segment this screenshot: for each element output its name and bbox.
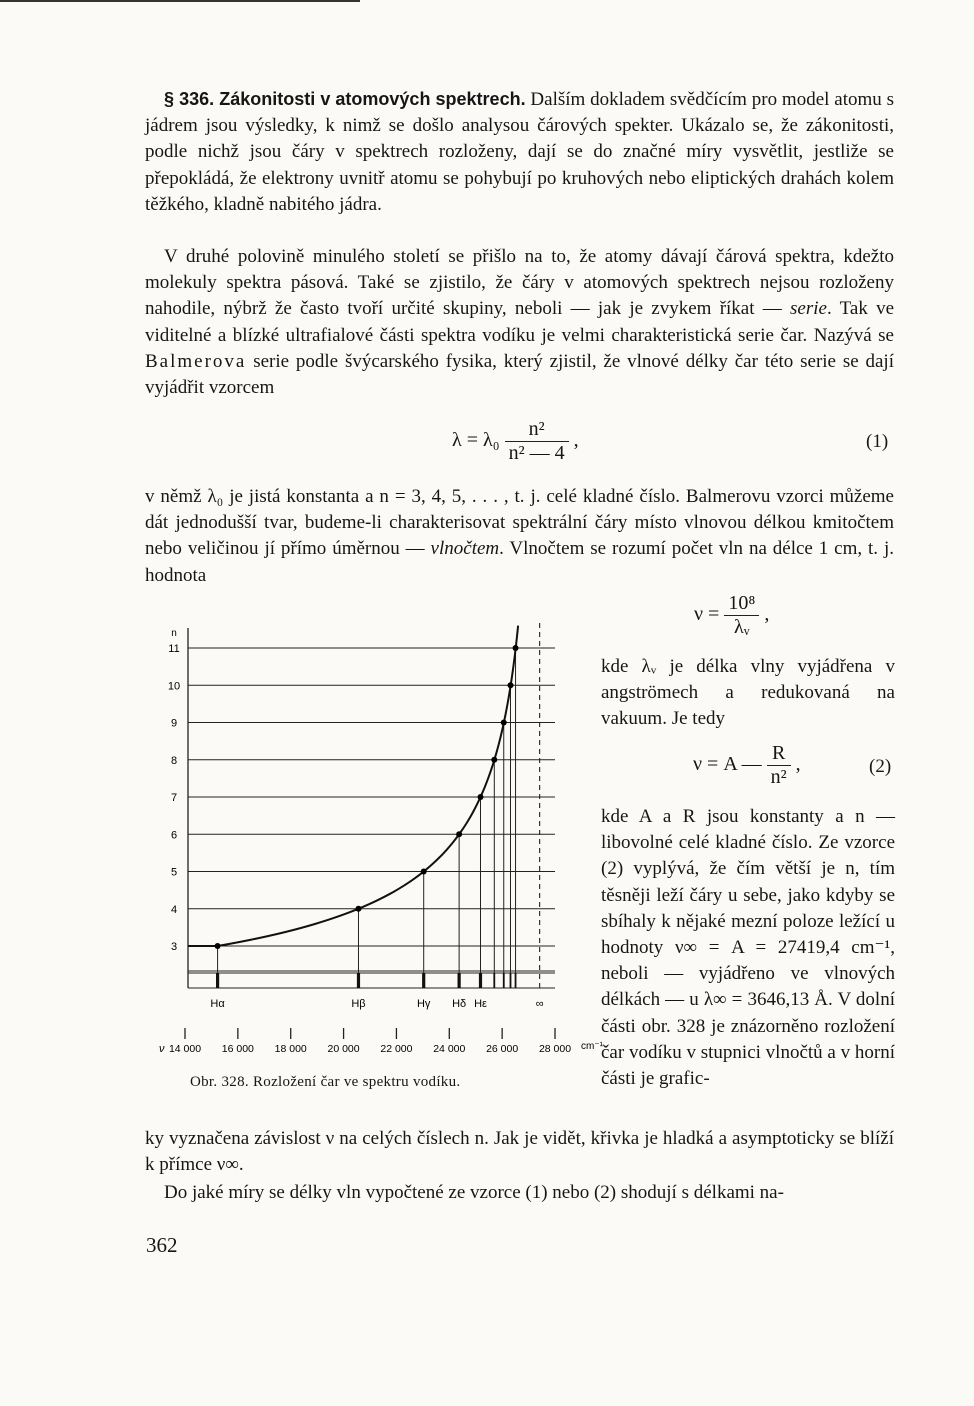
paragraph-2-text-b: . Tak ve viditelné a blízké ultrafialové části spektra vodíku je velmi charakteristická serie čar. Nazývá se — [145, 298, 894, 346]
paragraph-wrap: ky vyznačena závislost ν na celých číslech n. Jak je vidět, křivka je hladká a asymptoticky se blíží k přímce ν∞. — [145, 1128, 894, 1176]
data-point-n-5 — [421, 869, 427, 875]
data-point-n-11 — [513, 645, 519, 651]
paragraph-1-text: Dalším dokladem svědčícím pro model atomu s jádrem jsou výsledky, k nimž se došlo analysou čárových spekter. Ukázalo se, že zákonitosti, podle nichž jsou čáry v spektrech rozloženy, dají se do značné míry vysvětlit, jestliže se přepokládá, že elektrony uvnitř atomu se pohybují po kruhových nebo eliptických drahách kolem těžkého, kladně nabitého jádra. — [145, 89, 894, 215]
eq2-numerator: R — [772, 742, 786, 764]
tick-label-n-8: 8 — [170, 754, 178, 767]
x-axis-unit: cm⁻¹ — [581, 1041, 603, 1052]
x-tick-label-3: 20 000 — [327, 1043, 360, 1055]
tick-label-n-9: 9 — [170, 717, 178, 730]
eq1-lhs: λ = λ₀ — [452, 429, 500, 452]
tick-label-n-7: 7 — [170, 792, 178, 804]
line-label-1: Hβ — [351, 998, 366, 1010]
eq1-tail: , — [573, 429, 579, 452]
eq2-denominator: n² — [767, 765, 791, 789]
paragraph-3-text-a: v němž λ₀ je jistá konstanta a n = 3, 4, 5, . . . , t. j. celé kladné číslo. Balmerovu vzorci můžeme dát jednodušší tvar, budeme-li charakterisovat spektrální čáry místo vlnovou délkou kmitočtem nebo veličinou jí přímo úměrnou — — [145, 486, 894, 560]
tick-label-n-6: 6 — [170, 829, 178, 842]
eq-nu-denominator: λᵥ — [724, 615, 759, 639]
column-text-1: kde λᵥ je délka vlny vyjádřena v angströmech a redukovaná na vakuum. Je tedy — [601, 656, 895, 730]
eq-nu-tail: , — [764, 603, 770, 626]
paragraph-2-text-c: serie podle švýcarského fysika, který zjistil, že vlnové délky čar této serie se dají vyjádřit vzorcem — [145, 350, 894, 399]
equation-2 — [693, 742, 801, 789]
data-point-n-4 — [355, 906, 361, 912]
x-tick-label-7: 28 000 — [538, 1043, 572, 1055]
tick-label-n-5: 5 — [170, 866, 178, 879]
paragraph-3 — [145, 484, 894, 589]
eq-nu-lhs: ν = — [694, 603, 720, 626]
paragraph-last: Do jaké míry se délky vln vypočtené ze vzorce (1) nebo (2) shodují s délkami na- — [164, 1182, 784, 1203]
tick-label-n-3: 3 — [170, 941, 178, 953]
page-number: 362 — [146, 1233, 178, 1257]
x-tick-label-2: 18 000 — [274, 1043, 307, 1055]
line-label-0: Hα — [210, 998, 225, 1010]
equation-nu — [694, 592, 769, 639]
tick-label-n-11: 11 — [168, 643, 180, 655]
paragraph-1 — [145, 86, 894, 218]
paragraph-2 — [145, 244, 894, 401]
data-point-n-7 — [477, 794, 483, 800]
x-axis-prefix: ν — [159, 1043, 165, 1055]
eq-nu-numerator: 10⁸ — [728, 592, 756, 614]
tick-label-n-10: 10 — [167, 680, 181, 693]
eq2-tail: , — [795, 753, 801, 776]
x-tick-label-0: 14 000 — [168, 1043, 202, 1055]
y-axis-label: n — [171, 628, 177, 639]
section-heading: § 336. Zákonitosti v atomových spektrech. — [164, 89, 526, 109]
paragraph-3-text-b: . Vlnočtem se rozumí počet vln na délce 1 cm, t. j. hodnota — [145, 538, 894, 586]
figure-caption: Obr. 328. Rozložení čar ve spektru vodíku. — [190, 1074, 461, 1090]
equation-1-number: (1) — [866, 431, 889, 452]
eq-nu-fraction — [724, 592, 759, 639]
line-label-2: Hγ — [416, 998, 431, 1010]
line-label-4: Hε — [474, 998, 487, 1010]
eq1-denominator: n² — 4 — [505, 441, 569, 465]
data-point-n-9 — [501, 720, 507, 726]
term-serie: serie — [790, 298, 827, 320]
x-tick-label-1: 16 000 — [221, 1043, 254, 1055]
name-balmer: Balmerova — [145, 350, 247, 372]
data-point-n-6 — [456, 831, 462, 837]
data-point-n-8 — [491, 757, 497, 763]
x-tick-label-4: 22 000 — [380, 1043, 413, 1055]
paragraph-2-text-a: V druhé polovině minulého století se přišlo na to, že atomy dávají čárová spektra, kdežto molekuly spektra pásová. Také se zjistilo, že čáry v atomových spektrech nejsou rozloženy nahodile, nýbrž že často tvoří určité skupiny, neboli — jak je zvykem říkat — — [145, 246, 894, 320]
dependency-curve — [218, 626, 519, 946]
data-point-n-10 — [507, 682, 513, 688]
line-label-5: ∞ — [535, 998, 544, 1010]
tick-label-n-4: 4 — [170, 903, 178, 916]
eq1-fraction — [505, 418, 569, 465]
term-vlnocet: vlnočtem — [430, 538, 500, 560]
line-label-3: Hδ — [452, 998, 467, 1010]
x-tick-label-5: 24 000 — [433, 1043, 466, 1055]
hydrogen-spectrum-chart — [140, 618, 603, 1058]
data-point-n-3 — [215, 943, 221, 949]
x-tick-label-6: 26 000 — [486, 1043, 519, 1055]
eq1-numerator: n² — [528, 418, 545, 440]
eq2-fraction — [767, 742, 791, 789]
column-text-2: kde A a R jsou konstanty a n — libovolné celé kladné číslo. Ze vzorce (2) vyplývá, že čím větší je n, tím těsněji leží čáry u sebe, jako kdyby se sbíhaly k nějaké mezní poloze ležící u hodnoty ν∞ = A = 27419,4 cm⁻¹, neboli — vyjádřeno ve vlnových délkách — u λ∞ = 3646,13 Å. V dolní části obr. 328 je znázorněno rozložení čar vodíku v stupnici vlnočtů a v horní části je grafic- — [601, 806, 895, 1090]
top-rule — [0, 0, 360, 2]
equation-2-number: (2) — [869, 756, 892, 777]
eq2-lhs: ν = A — — [693, 753, 762, 776]
equation-1 — [452, 418, 579, 465]
